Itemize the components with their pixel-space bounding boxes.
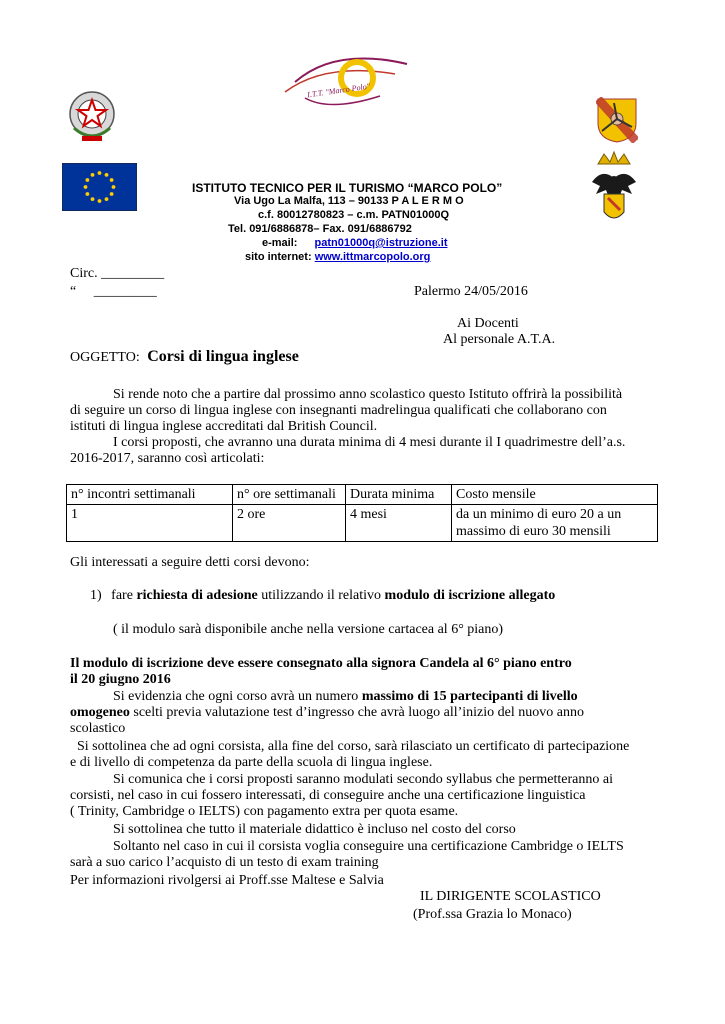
eu-flag [62,163,137,211]
site-label: sito internet: [245,251,312,263]
institute-name: ISTITUTO TECNICO PER IL TURISMO “MARCO POLO” [192,181,503,195]
subject [70,348,299,366]
step-number: 1) [90,588,102,603]
table-row [67,505,658,542]
table-header-cell: n° incontri settimanali [67,485,233,505]
table-cell: 2 ore [233,505,346,542]
evidence-text-a: Si evidenzia che ogni corso avrà un numero [113,689,362,704]
eu-star-icon [110,178,114,182]
step-text-d: modulo di iscrizione allegato [384,588,556,603]
institute-address: Via Ugo La Malfa, 113 – 90133 P A L E R M O [234,195,464,207]
table-header-cell: n° ore settimanali [233,485,346,505]
table-cell: 1 [67,505,233,542]
eu-star-icon [98,171,102,175]
eu-star-icon [98,199,102,203]
recipient-ata: Al personale A.T.A. [443,332,556,347]
evidence-text-d: scelti previa valutazione test d’ingresso che avrà luogo all’inizio del nuovo anno [129,705,584,720]
interested-line: Gli interessati a seguire detti corsi devono: [70,555,310,570]
email-label: e-mail: [262,237,298,249]
site-link[interactable]: www.ittmarcopolo.org [314,251,431,263]
intro-line-3: istituti di lingua inglese accreditati dal British Council. [70,419,378,434]
certificate-line-1: Si sottolinea che ad ogni corsista, alla fine del corso, sarà rilasciato un certificato di partecipazione [70,739,630,754]
table-header-cell: Durata minima [346,485,452,505]
institute-email-line [262,237,448,249]
evidence-text-b: massimo di 15 partecipanti di livello [361,689,578,704]
signature-role: IL DIRIGENTE SCOLASTICO [420,889,601,904]
eu-star-icon [105,197,109,201]
info-line: Per informazioni rivolgersi ai Proff.sse Maltese e Salvia [70,873,384,888]
evidence-line-1 [113,688,578,705]
institute-phone: Tel. 091/6886878– Fax. 091/6886792 [228,223,412,235]
modulation-line-3: ( Trinity, Cambridge o IELTS) con pagamento extra per quota esame. [70,804,459,819]
deadline-line-1: Il modulo di iscrizione deve essere consegnato alla signora Candela al 6° piano entro [70,656,572,671]
circ-number: Circ. _________ [70,266,165,281]
subject-label: OGGETTO: [70,350,140,365]
school-logo [275,52,415,118]
intro-line-2: di seguire un corso di lingua inglese con insegnanti madrelingua qualificati che collaborano con [70,403,607,418]
eu-star-icon [91,197,95,201]
sicily-region-emblem [596,97,638,143]
exam-line-1: Soltanto nel caso in cui il corsista voglia conseguire una certificazione Cambridge o IELTS [113,839,624,854]
paper-module-note: ( il modulo sarà disponibile anche nella versione cartacea al 6° piano) [113,622,504,637]
table-cell: 4 mesi [346,505,452,542]
step-text-c: utilizzando il relativo [257,588,385,603]
courses-table [66,484,658,542]
table-header-cell: Costo mensile [452,485,658,505]
intro-line-1: Si rende noto che a partire dal prossimo anno scolastico questo Istituto offrirà la possibilità [113,387,623,402]
table-cell: da un minimo di euro 20 a un massimo di euro 30 mensili [452,505,658,542]
step-text-b: richiesta di adesione [136,588,258,603]
evidence-line-2 [70,704,584,721]
place-date: Palermo 24/05/2016 [414,284,528,299]
signature-name: (Prof.ssa Grazia lo Monaco) [413,907,572,922]
eu-star-icon [85,178,89,182]
eu-star-icon [91,173,95,177]
recipient-teachers: Ai Docenti [457,316,519,331]
certificate-line-2: e di livello di competenza da parte della scuola di lingua inglese. [70,755,433,770]
intro-line-5: 2016-2017, saranno così articolati: [70,451,265,466]
eagle-crown-emblem [588,150,640,230]
eu-star-icon [85,192,89,196]
eu-star-icon [105,173,109,177]
eu-star-icon [84,185,88,189]
material-line: Si sottolinea che tutto il materiale didattico è incluso nel costo del corso [113,822,516,837]
circ-number-2: “ _________ [70,284,157,299]
evidence-line-3: scolastico [70,721,126,736]
eu-star-icon [112,185,116,189]
deadline-line-2: il 20 giugno 2016 [70,672,171,687]
italian-republic-emblem [66,88,118,144]
email-link[interactable]: patn01000q@istruzione.it [314,237,448,249]
step-text-a: fare [111,588,137,603]
school-logo-text: I.T.T. "Marco Polo" [306,81,371,100]
modulation-line-2: corsisti, nel caso in cui fossero interessati, di conseguire anche una certificazione linguistica [70,788,586,803]
subject-title: Corsi di lingua inglese [147,348,299,365]
institute-codes: c.f. 80012780823 – c.m. PATN01000Q [258,209,449,221]
step-1 [90,587,555,604]
table-header-row [67,485,658,505]
intro-line-4: I corsi proposti, che avranno una durata minima di 4 mesi durante il I quadrimestre dell’a.s. [113,435,626,450]
modulation-line-1: Si comunica che i corsi proposti saranno modulati secondo syllabus che permetteranno ai [113,772,613,787]
eu-star-icon [110,192,114,196]
exam-line-2: sarà a suo carico l’acquisto di un testo di exam training [70,855,379,870]
evidence-text-c: omogeneo [70,705,130,720]
institute-site-line [245,251,430,263]
